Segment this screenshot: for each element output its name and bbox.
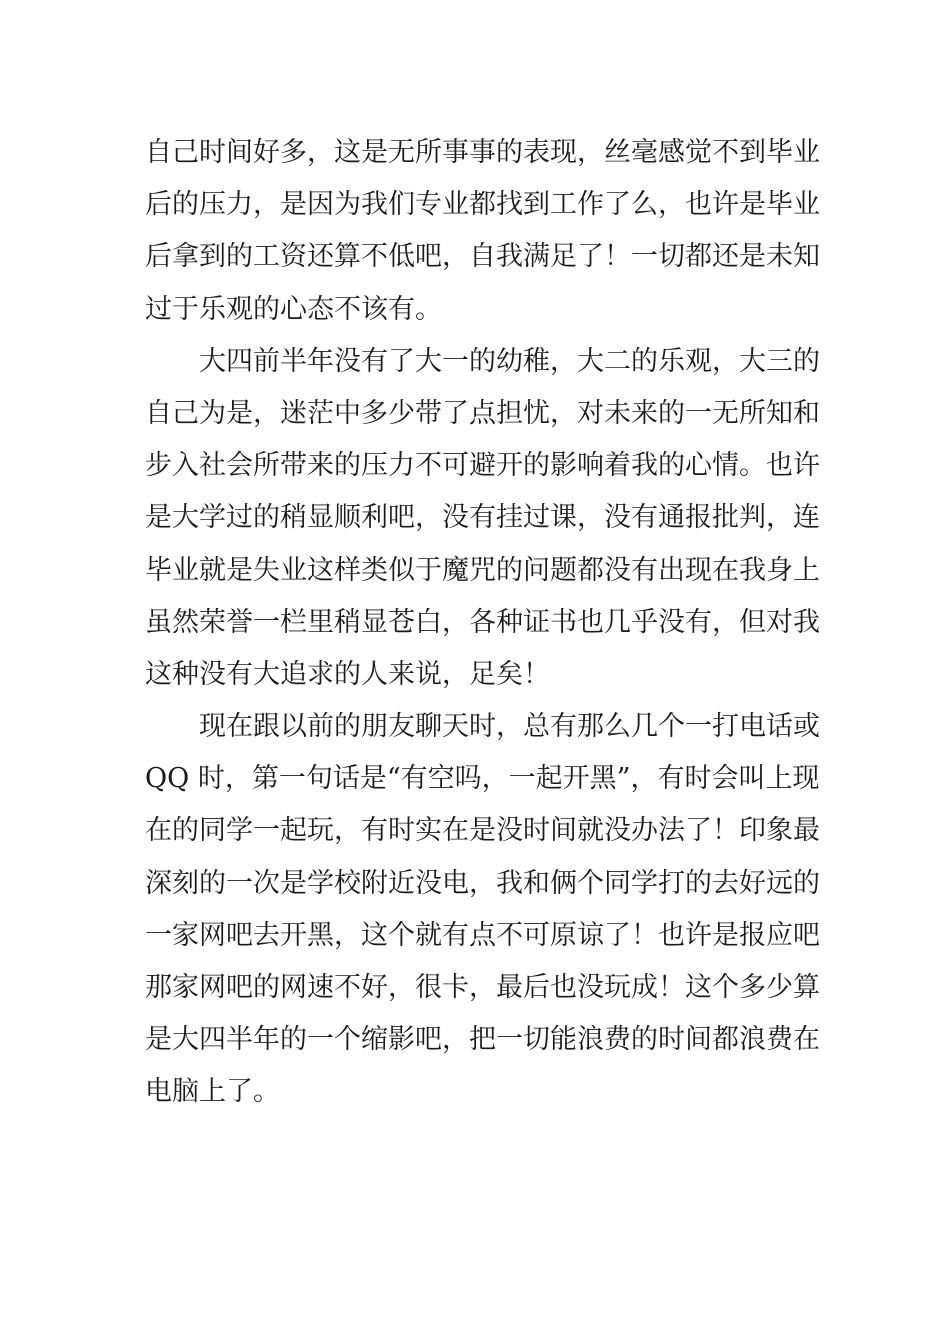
paragraph-1-line-4: 过于乐观的心态不该有。 [145,293,442,325]
paragraph-1-line-2: 后的压力，是因为我们专业都找到工作了么，也许是毕业 [145,189,820,221]
paragraph-2-line-1: 大四前半年没有了大一的幼稚，大二的乐观，大三的 [199,345,820,377]
paragraph-3-line-4: 深刻的一次是学校附近没电，我和俩个同学打的去好远的 [145,867,820,899]
paragraph-2-line-6: 虽然荣誉一栏里稍显苍白，各种证书也几乎没有，但对我 [145,606,820,638]
paragraph-3-line-5: 一家网吧去开黑，这个就有点不可原谅了！也许是报应吧 [145,919,820,951]
paragraph-3-line-6: 那家网吧的网速不好，很卡，最后也没玩成！这个多少算 [145,972,820,1003]
paragraph-2-line-5: 毕业就是失业这样类似于魔咒的问题都没有出现在我身上 [145,554,820,586]
paragraph-3-line-3: 在的同学一起玩，有时实在是没时间就没办法了！印象最 [145,815,820,847]
paragraph-2-line-4: 是大学过的稍显顺利吧，没有挂过课，没有通报批判，连 [145,502,820,534]
paragraph-2-line-7: 这种没有大追求的人来说，足矣！ [145,658,550,690]
paragraph-3-line-7: 是大四半年的一个缩影吧，把一切能浪费的时间都浪费在 [145,1024,820,1056]
paragraph-3-line-1: 现在跟以前的朋友聊天时，总有那么几个一打电话或 [199,711,820,743]
document-body [145,127,820,1119]
paragraph-3-line-8: 电脑上了。 [145,1076,280,1108]
paragraph-2-line-2: 自己为是，迷茫中多少带了点担忧，对未来的一无所知和 [145,397,820,429]
paragraph-2-line-3: 步入社会所带来的压力不可避开的影响着我的心情。也许 [145,450,820,482]
paragraph-1-line-3: 后拿到的工资还算不低吧，自我满足了！一切都还是未知 [145,241,820,273]
paragraph-3-line-2: QQ 时，第一句话是“有空吗，一起开黑”，有时会叫上现 [145,763,820,795]
paragraph-1-line-1: 自己时间好多，这是无所事事的表现，丝毫感觉不到毕业 [145,137,820,168]
